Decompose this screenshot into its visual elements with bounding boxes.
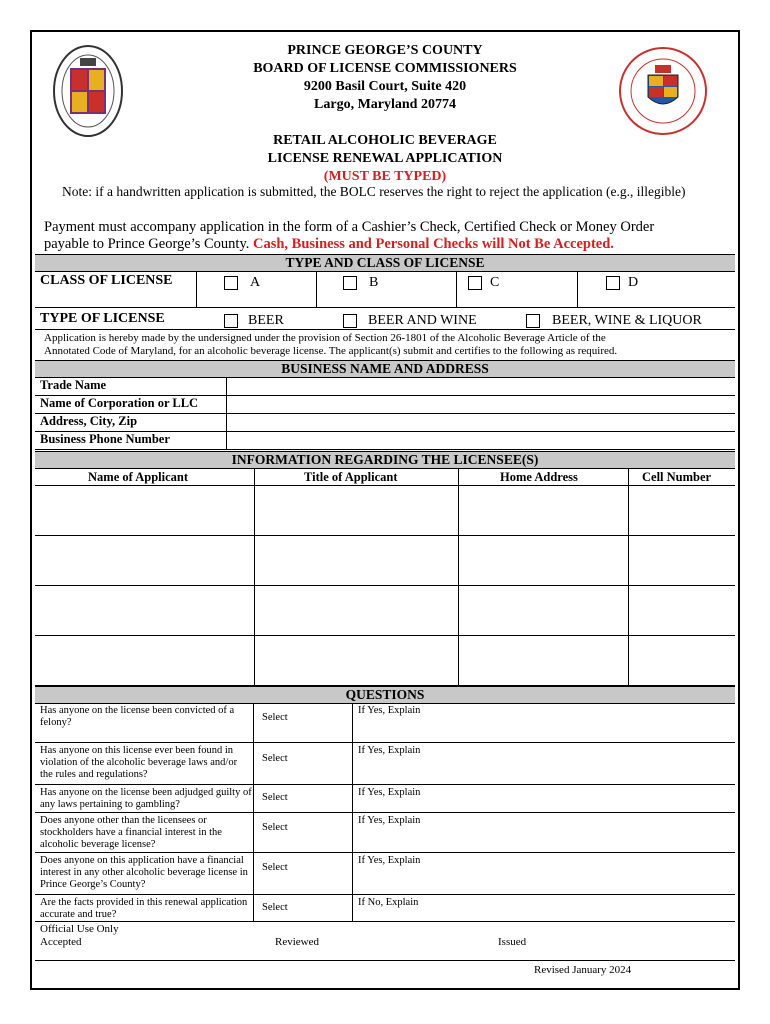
violation-select[interactable]: Select [262, 753, 288, 764]
divider [35, 960, 735, 961]
issued-label: Issued [498, 936, 527, 948]
divider [316, 271, 317, 307]
col-cell-number: Cell Number [642, 470, 712, 484]
city-line: Largo, Maryland 20774 [314, 97, 456, 112]
type-beer-label: BEER [248, 313, 284, 328]
official-use-title: Official Use Only [40, 923, 119, 935]
address-label: Address, City, Zip [40, 414, 138, 428]
applicant-title-input[interactable] [255, 486, 457, 535]
divider [35, 852, 735, 853]
must-be-typed: (MUST BE TYPED) [323, 169, 447, 184]
business-header: BUSINESS NAME AND ADDRESS [35, 360, 735, 378]
type-class-header: TYPE AND CLASS OF LICENSE [35, 254, 735, 272]
felony-select[interactable]: Select [262, 712, 288, 723]
class-c-label: C [490, 275, 500, 290]
revised-date: Revised January 2024 [534, 964, 632, 976]
phone-row [35, 431, 735, 450]
col-home-address: Home Address [500, 470, 578, 484]
trade-name-label: Trade Name [40, 378, 107, 392]
class-d-checkbox[interactable] [606, 276, 620, 290]
address-row [35, 413, 735, 432]
financial-interest-select[interactable]: Select [262, 822, 288, 833]
class-label: CLASS OF LICENSE [40, 273, 173, 288]
divider [577, 271, 578, 307]
class-c-checkbox[interactable] [468, 276, 482, 290]
divider [35, 329, 735, 330]
applicant-name-input[interactable] [36, 486, 253, 535]
question-violation: Has anyone on this license ever been found in violation of the alcoholic beverage laws and/or the rules and regulations? [40, 745, 238, 780]
board-name: BOARD OF LICENSE COMMISSIONERS [253, 61, 517, 76]
type-beer-checkbox[interactable] [224, 314, 238, 328]
divider [35, 921, 735, 922]
reviewed-label: Reviewed [275, 936, 319, 948]
divider [35, 535, 735, 536]
other-license-explain[interactable]: If Yes, Explain [358, 855, 421, 866]
accepted-label: Accepted [40, 936, 82, 948]
question-felony: Has anyone on the license been convicted of a felony? [40, 705, 235, 728]
class-a-label: A [250, 275, 261, 290]
applicant-cell-input[interactable] [629, 486, 734, 535]
question-other-license: Does anyone on this application have a financial interest in any other alcoholic beverage license in Prince George’s County? [40, 855, 248, 890]
licensee-header: INFORMATION REGARDING THE LICENSEE(S) [35, 451, 735, 469]
divider [35, 585, 735, 586]
statement-line1: Application is hereby made by the undersigned under the provision of Section 26-1801 of the Alcoholic Beverage Article of the [44, 332, 606, 344]
class-a-checkbox[interactable] [224, 276, 238, 290]
gambling-explain[interactable]: If Yes, Explain [358, 787, 421, 798]
question-gambling: Has anyone on the license been adjudged guilty of any laws pertaining to gambling? [40, 787, 252, 810]
question-accurate: Are the facts provided in this renewal application accurate and true? [40, 897, 248, 920]
payment-line1: Payment must accompany application in the form of a Cashier’s Check, Certified Check or Money Order [44, 219, 655, 235]
type-beer-wine-liquor-label: BEER, WINE & LIQUOR [552, 313, 702, 328]
phone-input[interactable] [227, 431, 735, 449]
trade-name-row [35, 377, 735, 396]
felony-explain[interactable]: If Yes, Explain [358, 705, 421, 716]
accurate-select[interactable]: Select [262, 902, 288, 913]
payment-payee: payable to Prince George’s County. [44, 236, 250, 252]
payment-line2 [44, 236, 614, 253]
handwritten-note: Note: if a handwritten application is submitted, the BOLC reserves the right to reject the application (e.g., illegible) [62, 184, 686, 199]
divider [35, 742, 735, 743]
type-label: TYPE OF LICENSE [40, 311, 165, 326]
financial-interest-explain[interactable]: If Yes, Explain [358, 815, 421, 826]
divider [35, 307, 735, 308]
accurate-explain[interactable]: If No, Explain [358, 897, 419, 908]
class-b-checkbox[interactable] [343, 276, 357, 290]
corporation-row [35, 395, 735, 414]
corporation-input[interactable] [227, 395, 735, 413]
form-title-line1: RETAIL ALCOHOLIC BEVERAGE [273, 133, 497, 148]
divider [456, 271, 457, 307]
type-beer-wine-liquor-checkbox[interactable] [526, 314, 540, 328]
statement-line2: Annotated Code of Maryland, for an alcoholic beverage license. The applicant(s) submit and certifies to the following as required. [44, 345, 618, 357]
gambling-select[interactable]: Select [262, 792, 288, 803]
class-b-label: B [369, 275, 379, 290]
address-input[interactable] [227, 413, 735, 431]
questions-header: QUESTIONS [35, 686, 735, 704]
applicant-address-input[interactable] [459, 486, 627, 535]
divider [35, 784, 735, 785]
trade-name-input[interactable] [227, 377, 735, 395]
question-financial-interest: Does anyone other than the licensees or stockholders have a financial interest in the alcoholic beverage license? [40, 815, 222, 850]
phone-label: Business Phone Number [40, 432, 170, 446]
divider [35, 635, 735, 636]
class-d-label: D [628, 275, 639, 290]
corporation-label: Name of Corporation or LLC [40, 396, 199, 410]
divider [35, 894, 735, 895]
divider [196, 271, 197, 307]
county-name: PRINCE GEORGE’S COUNTY [287, 43, 483, 58]
violation-explain[interactable]: If Yes, Explain [358, 745, 421, 756]
other-license-select[interactable]: Select [262, 862, 288, 873]
form-title-line2: LICENSE RENEWAL APPLICATION [267, 151, 503, 166]
col-title-applicant: Title of Applicant [304, 470, 398, 484]
payment-warning: Cash, Business and Personal Checks will Not Be Accepted. [253, 236, 614, 252]
col-name-applicant: Name of Applicant [88, 470, 188, 484]
type-beer-wine-label: BEER AND WINE [368, 313, 477, 328]
divider [35, 812, 735, 813]
address-line: 9200 Basil Court, Suite 420 [303, 79, 467, 94]
type-beer-wine-checkbox[interactable] [343, 314, 357, 328]
